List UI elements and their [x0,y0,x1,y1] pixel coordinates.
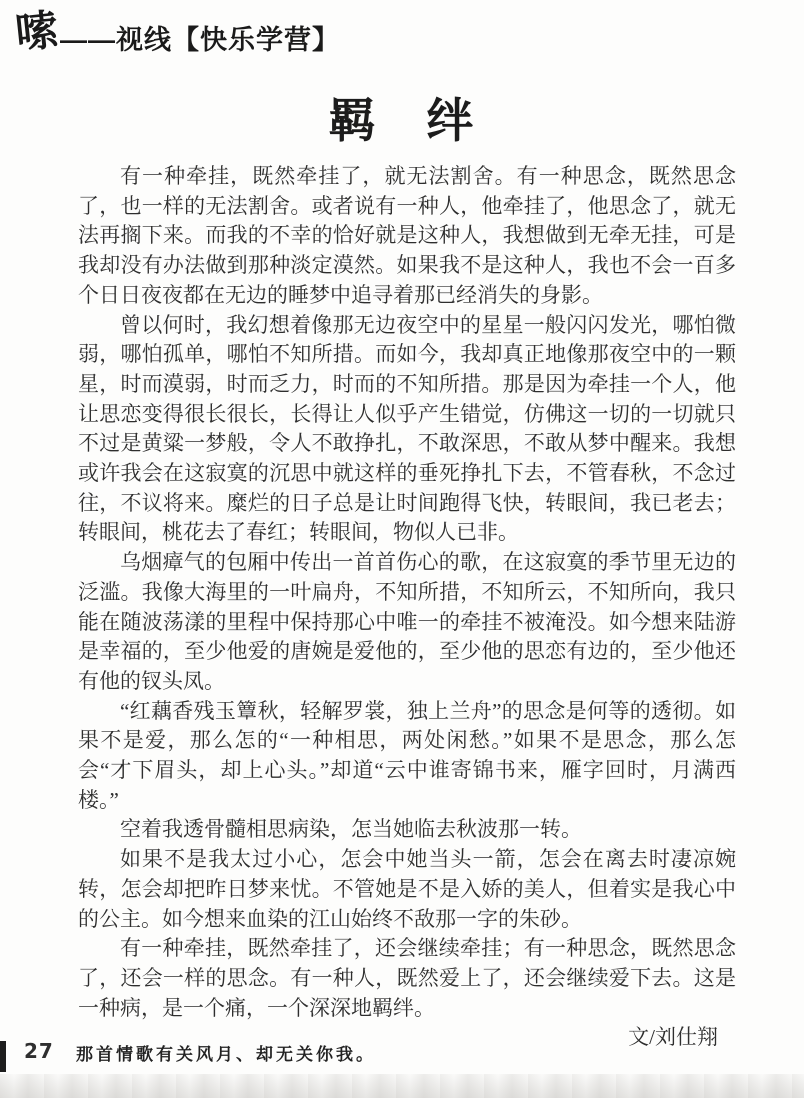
article-paragraph: 有一种牵挂，既然牵挂了，就无法割舍。有一种思念，既然思念了，也一样的无法割舍。或者说有一种人，他牵挂了，他思念了，就无法再搁下来。而我的不幸的恰好就是这种人，我想做到无牵无挂，可是我却没有办法做到那种淡定漠然。如果我不是这种人，我也不会一百多个日日夜夜都在无边的睡梦中追寻着那已经消失的身影。 [78,164,736,307]
article-paragraph: 曾以何时，我幻想着像那无边夜空中的星星一般闪闪发光，哪怕微弱，哪怕孤单，哪怕不知所措。而如今，我却真正地像那夜空中的一颗星，时而漠弱，时而乏力，时而的不知所措。那是因为牵挂一个人，他让思恋变得很长很长，长得让人似乎产生错觉，仿佛这一切的一切就只不过是黄粱一梦般，令人不敢挣扎，不敢深思，不敢从梦中醒来。我想或许我会在这寂寞的沉思中就这样的垂死挣扎下去，不管春秋，不念过往，不议将来。糜烂的日子总是让时间跑得飞快，转眼间，我已老去；转眼间，桃花去了春红；转眼间，物似人已非。 [78,312,736,545]
article-paragraph: 空着我透骨髓相思病染，怎当她临去秋波那一转。 [120,817,582,842]
scan-shadow-band [0,1074,804,1098]
footer-page-number: 27 [24,1039,54,1063]
article-paragraph: 如果不是我太过小心，怎会中她当头一箭，怎会在离去时凄凉婉转，怎会却把昨日梦来忧。不管她是不是入娇的美人，但着实是我心中的公主。如今想来血染的江山始终不敌那一字的朱砂。 [78,847,736,931]
article-paragraph: “红藕香残玉簟秋，轻解罗裳，独上兰舟”的思念是何等的透彻。如果不是爱，那么怎的“一种相思，两处闲愁。”如果不是思念，那么怎会“才下眉头，却上心头。”却道“云中谁寄锦书来，雁字回时，月满西楼。” [78,698,736,812]
article-title: 羁 绊 [328,96,476,148]
article-paragraph: 有一种牵挂，既然牵挂了，还会继续牵挂；有一种思念，既然思念了，还会一样的思念。有一种人，既然爱上了，还会继续爱下去。这是一种病，是一个痛，一个深深地羁绊。 [78,936,736,1020]
footer-motto: 那首情歌有关风月、却无关你我。 [76,1045,376,1064]
magazine-masthead [13,7,341,59]
article-byline: 文/刘仕翔 [628,1025,718,1050]
page-edge-tab [0,1041,6,1072]
article-paragraph: 乌烟瘴气的包厢中传出一首首伤心的歌，在这寂寞的季节里无边的泛滥。我像大海里的一叶扁舟，不知所措，不知所云，不知所向，我只能在随波荡漾的里程中保持那心中唯一的牵挂不被淹没。如今想来陆游是幸福的，至少他爱的唐婉是爱他的，至少他的思恋有边的，至少他还有他的钗头凤。 [78,550,736,693]
article-body [78,162,736,1053]
masthead-section-title: ——视线【快乐学营】 [60,25,341,56]
masthead-script-character: 嗦 [13,7,61,59]
